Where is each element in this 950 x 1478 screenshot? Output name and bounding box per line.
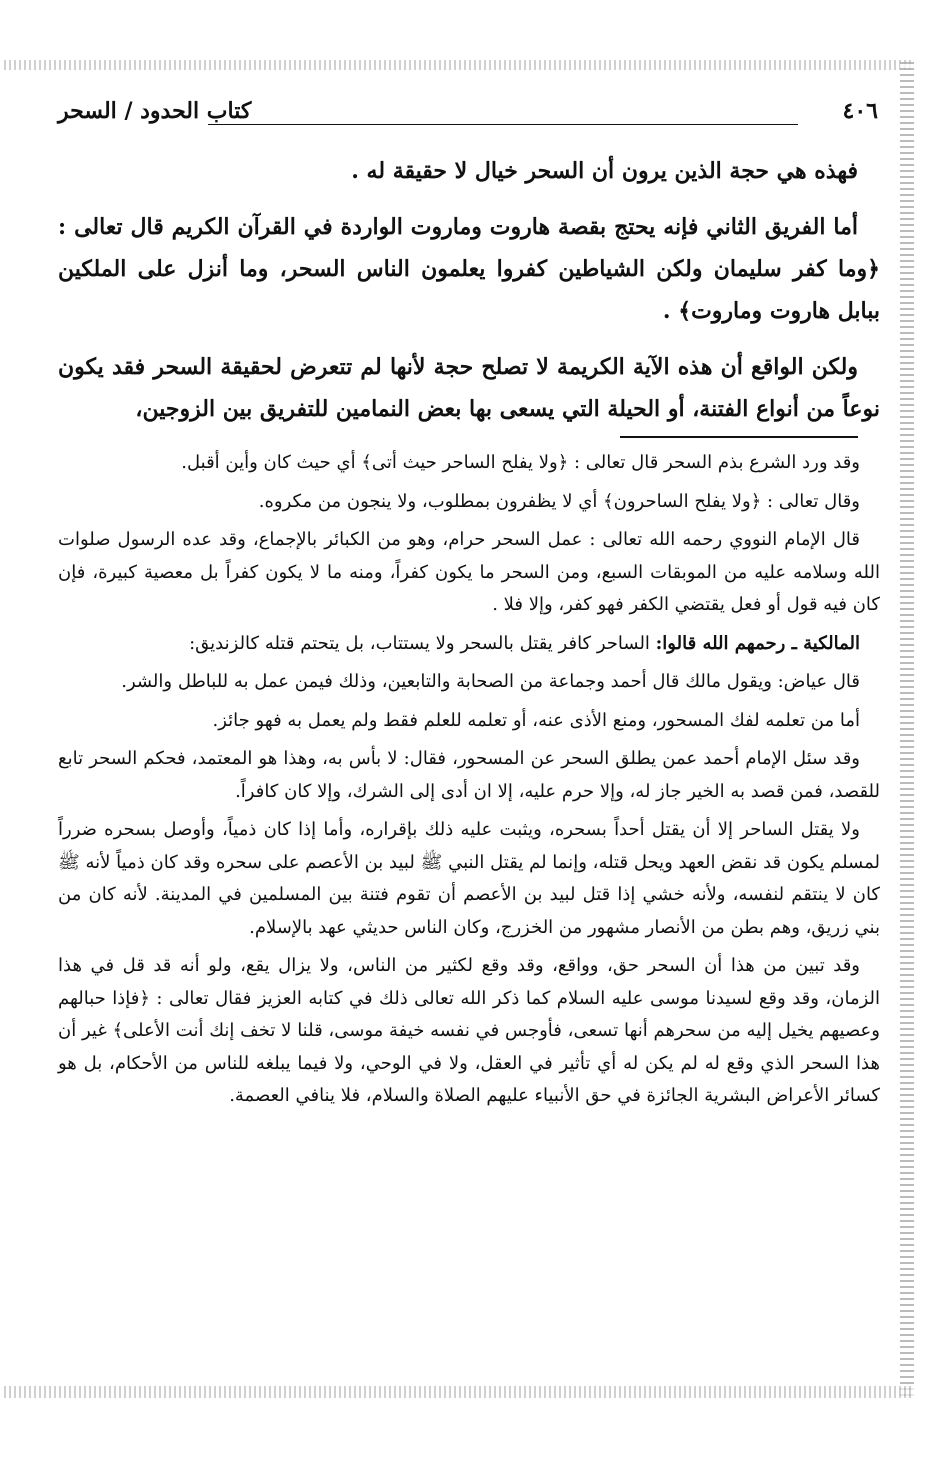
footnote-paragraph [58, 628, 880, 661]
footnote-lead: المالكية ـ رحمهم الله قالوا: [655, 632, 860, 654]
page-number: ٤٠٦ [842, 98, 878, 124]
footnote-paragraph: أما من تعلمه لفك المسحور، ومنع الأذى عنه، أو تعلمه للعلم فقط ولم يعمل به فهو جائز. [212, 709, 860, 731]
ornamental-border-top [4, 60, 914, 70]
main-paragraph: ولكن الواقع أن هذه الآية الكريمة لا تصلح حجة لأنها لم تتعرض لحقيقة السحر فقد يكون نوعاً من أنواع الفتنة، أو الحيلة التي يسعى بها بعض النمامين للتفريق بين الزوجين، [58, 354, 880, 422]
footnote-separator [620, 436, 858, 438]
ornamental-border-right [900, 62, 914, 1396]
ornamental-border-bottom [4, 1386, 914, 1398]
main-paragraph: فهذه هي حجة الذين يرون أن السحر خيال لا حقيقة له . [351, 158, 858, 184]
footnote-paragraph: وقد ورد الشرع بذم السحر قال تعالى : ﴿ولا يفلح الساحر حيث أتى﴾ أي حيث كان وأين أقبل. [181, 452, 860, 473]
footnotes [58, 447, 880, 1119]
main-paragraph: أما الفريق الثاني فإنه يحتج بقصة هاروت وماروت الواردة في القرآن الكريم قال تعالى : ﴿وما كفر سليمان ولكن الشياطين كفروا يعلمون الناس السحر، وما أنزل على الملكين ببابل هاروت وماروت﴾ . [58, 214, 880, 324]
running-title: كتاب الحدود / السحر [58, 98, 252, 124]
footnote-paragraph: وقال تعالى : ﴿ولا يفلح الساحرون﴾ أي لا يظفرون بمطلوب، ولا ينجون من مكروه. [258, 490, 860, 512]
footnote-paragraph: وقد تبين من هذا أن السحر حق، وواقع، وقد وقع لكثير من الناس، ولا يزال يقع، ولو أنه قد قل في هذا الزمان، وقد وقع لسيدنا موسى عليه السلام كما ذكر الله تعالى ذلك في كتابه العزيز فقال تعالى : ﴿فإذا حبالهم وعصيهم يخيل إليه من سحرهم أنها تسعى، فأوجس في نفسه خيفة موسى، قلنا لا تخف إنك أنت الأعلى﴾ غير أن هذا السحر الذي وقع له لم يكن له أي تأثير في العقل، ولا في الوحي، ولا فيما يبلغه للناس من الأحكام، بل هو كسائر الأعراض البشرية الجائزة في حق الأنبياء عليهم الصلاة والسلام، فلا ينافي العصمة. [58, 955, 880, 1106]
footnote-paragraph: قال عياض: ويقول مالك قال أحمد وجماعة من الصحابة والتابعين، وذلك فيمن عمل به للباطل والشر. [121, 671, 860, 692]
page-header [58, 98, 878, 138]
header-rule [208, 124, 798, 125]
footnote-paragraph: ولا يقتل الساحر إلا أن يقتل أحداً بسحره، ويثبت عليه ذلك بإقراره، وأما إذا كان ذمياً، وأوصل بسحره ضرراً لمسلم يكون قد نقض العهد ويحل قتله، وإنما لم يقتل النبي ﷺ لبيد بن الأعصم على سحره وقد كان ذمياً لأنه ﷺ كان لا ينتقم لنفسه، ولأنه خشي إذا قتل لبيد بن الأعصم أن تقوم فتنة بين المسلمين في المدينة. لأنه كان من بني زريق، وهم بطن من الأنصار مشهور من الخزرج، وكان الناس حديثي عهد بالإسلام. [58, 819, 880, 938]
footnote-paragraph: قال الإمام النووي رحمه الله تعالى : عمل السحر حرام، وهو من الكبائر بالإجماع، وقد عده الرسول صلوات الله وسلامه عليه من الموبقات السبع، ومن السحر ما يكون كفراً، ومنه ما لا يكون كفراً بل معصية كبيرة، فإن كان فيه قول أو فعل يقتضي الكفر فهو كفر، وإلا فلا . [58, 529, 880, 615]
footnote-paragraph: وقد سئل الإمام أحمد عمن يطلق السحر عن المسحور، فقال: لا بأس به، وهذا هو المعتمد، فحكم السحر تابع للقصد، فمن قصد به الخير جاز له، وإلا حرم عليه، إلا ان أدى إلى الشرك، وإلا كان كافراً. [58, 748, 880, 802]
footnote-text: الساحر كافر يقتل بالسحر ولا يستتاب، بل يتحتم قتله كالزنديق: [189, 632, 656, 654]
main-text [58, 150, 880, 444]
